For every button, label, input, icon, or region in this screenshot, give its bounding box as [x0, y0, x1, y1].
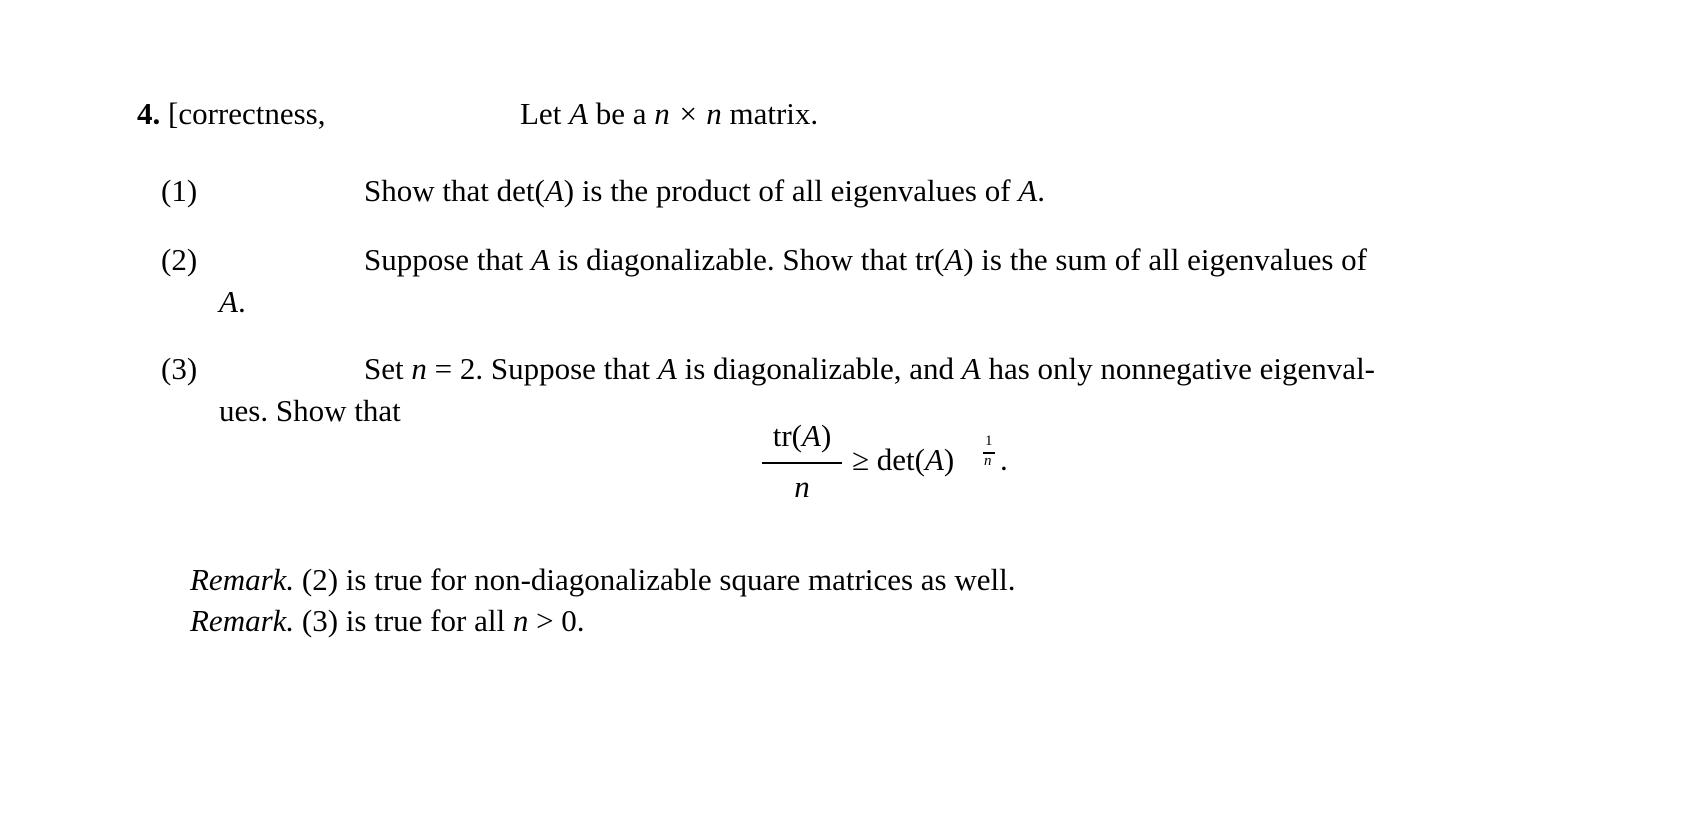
exponent-denominator: n: [984, 453, 992, 469]
part-var: A: [544, 173, 564, 208]
problem-intro: [520, 98, 818, 129]
part-var: n: [411, 351, 427, 386]
remark-text: (2) is true for non-diagonalizable square matrices as well.: [294, 562, 1016, 597]
part-var: A: [219, 284, 238, 319]
math-text: ): [820, 418, 832, 453]
part-1-statement: [364, 175, 1045, 206]
remark-1: [190, 564, 1016, 595]
part-text: Suppose that: [364, 242, 532, 277]
fraction-denominator: n: [794, 469, 810, 504]
part-var: A: [944, 242, 964, 277]
problem-number: 4.: [137, 96, 161, 131]
remark-label: Remark.: [190, 603, 295, 638]
part-3-continuation: ues. Show that: [219, 393, 401, 428]
part-text: ) is the product of all eigenvalues of: [563, 173, 1019, 208]
part-1-label: (1): [161, 173, 198, 208]
part-2-continuation: [219, 286, 246, 317]
remark-text: > 0.: [528, 603, 585, 638]
part-var: A: [961, 351, 981, 386]
math-text: ≥ det(: [852, 442, 925, 477]
part-text: has only nonnegative eigenval-: [980, 351, 1376, 386]
intro-text: matrix.: [721, 96, 819, 131]
math-text: tr(: [772, 418, 802, 453]
part-2-statement: [364, 244, 1559, 275]
part-text: ) is the sum of all eigenvalues of: [963, 242, 1367, 277]
part-text: is diagonalizable, and: [676, 351, 962, 386]
remark-label: Remark.: [190, 562, 295, 597]
exponent-numerator: 1: [985, 433, 993, 449]
intro-text: be a: [588, 96, 655, 131]
part-3-statement: [364, 353, 1559, 384]
math-var: A: [802, 418, 821, 453]
part-text: .: [237, 284, 246, 319]
part-var: A: [657, 351, 677, 386]
part-2-label: (2): [161, 242, 198, 277]
part-3-label: (3): [161, 351, 198, 386]
part-text: = 2. Suppose that: [426, 351, 658, 386]
remark-text: (3) is true for all: [294, 603, 513, 638]
math-var: A: [924, 442, 944, 477]
problem-heading: [137, 98, 326, 129]
fraction-bar: [762, 462, 842, 464]
remark-2: [190, 605, 585, 636]
intro-dimension: n × n: [654, 96, 722, 131]
remark-var: n: [512, 603, 529, 638]
problem-tag: [correctness,: [168, 96, 326, 131]
fraction-numerator: [762, 420, 842, 451]
part-text: Show that det(: [364, 173, 545, 208]
inequality-period: .: [1000, 442, 1008, 477]
part-text: is diagonalizable. Show that tr(: [550, 242, 945, 277]
part-var: A: [1018, 173, 1038, 208]
part-text: Set: [364, 351, 412, 386]
displayed-inequality: [760, 420, 1020, 505]
math-text: ): [943, 442, 955, 477]
part-var: A: [531, 242, 550, 277]
intro-text: Let: [520, 96, 570, 131]
inequality-rhs: [852, 444, 954, 475]
intro-matrix-var: A: [569, 96, 588, 131]
part-text: .: [1037, 173, 1045, 208]
